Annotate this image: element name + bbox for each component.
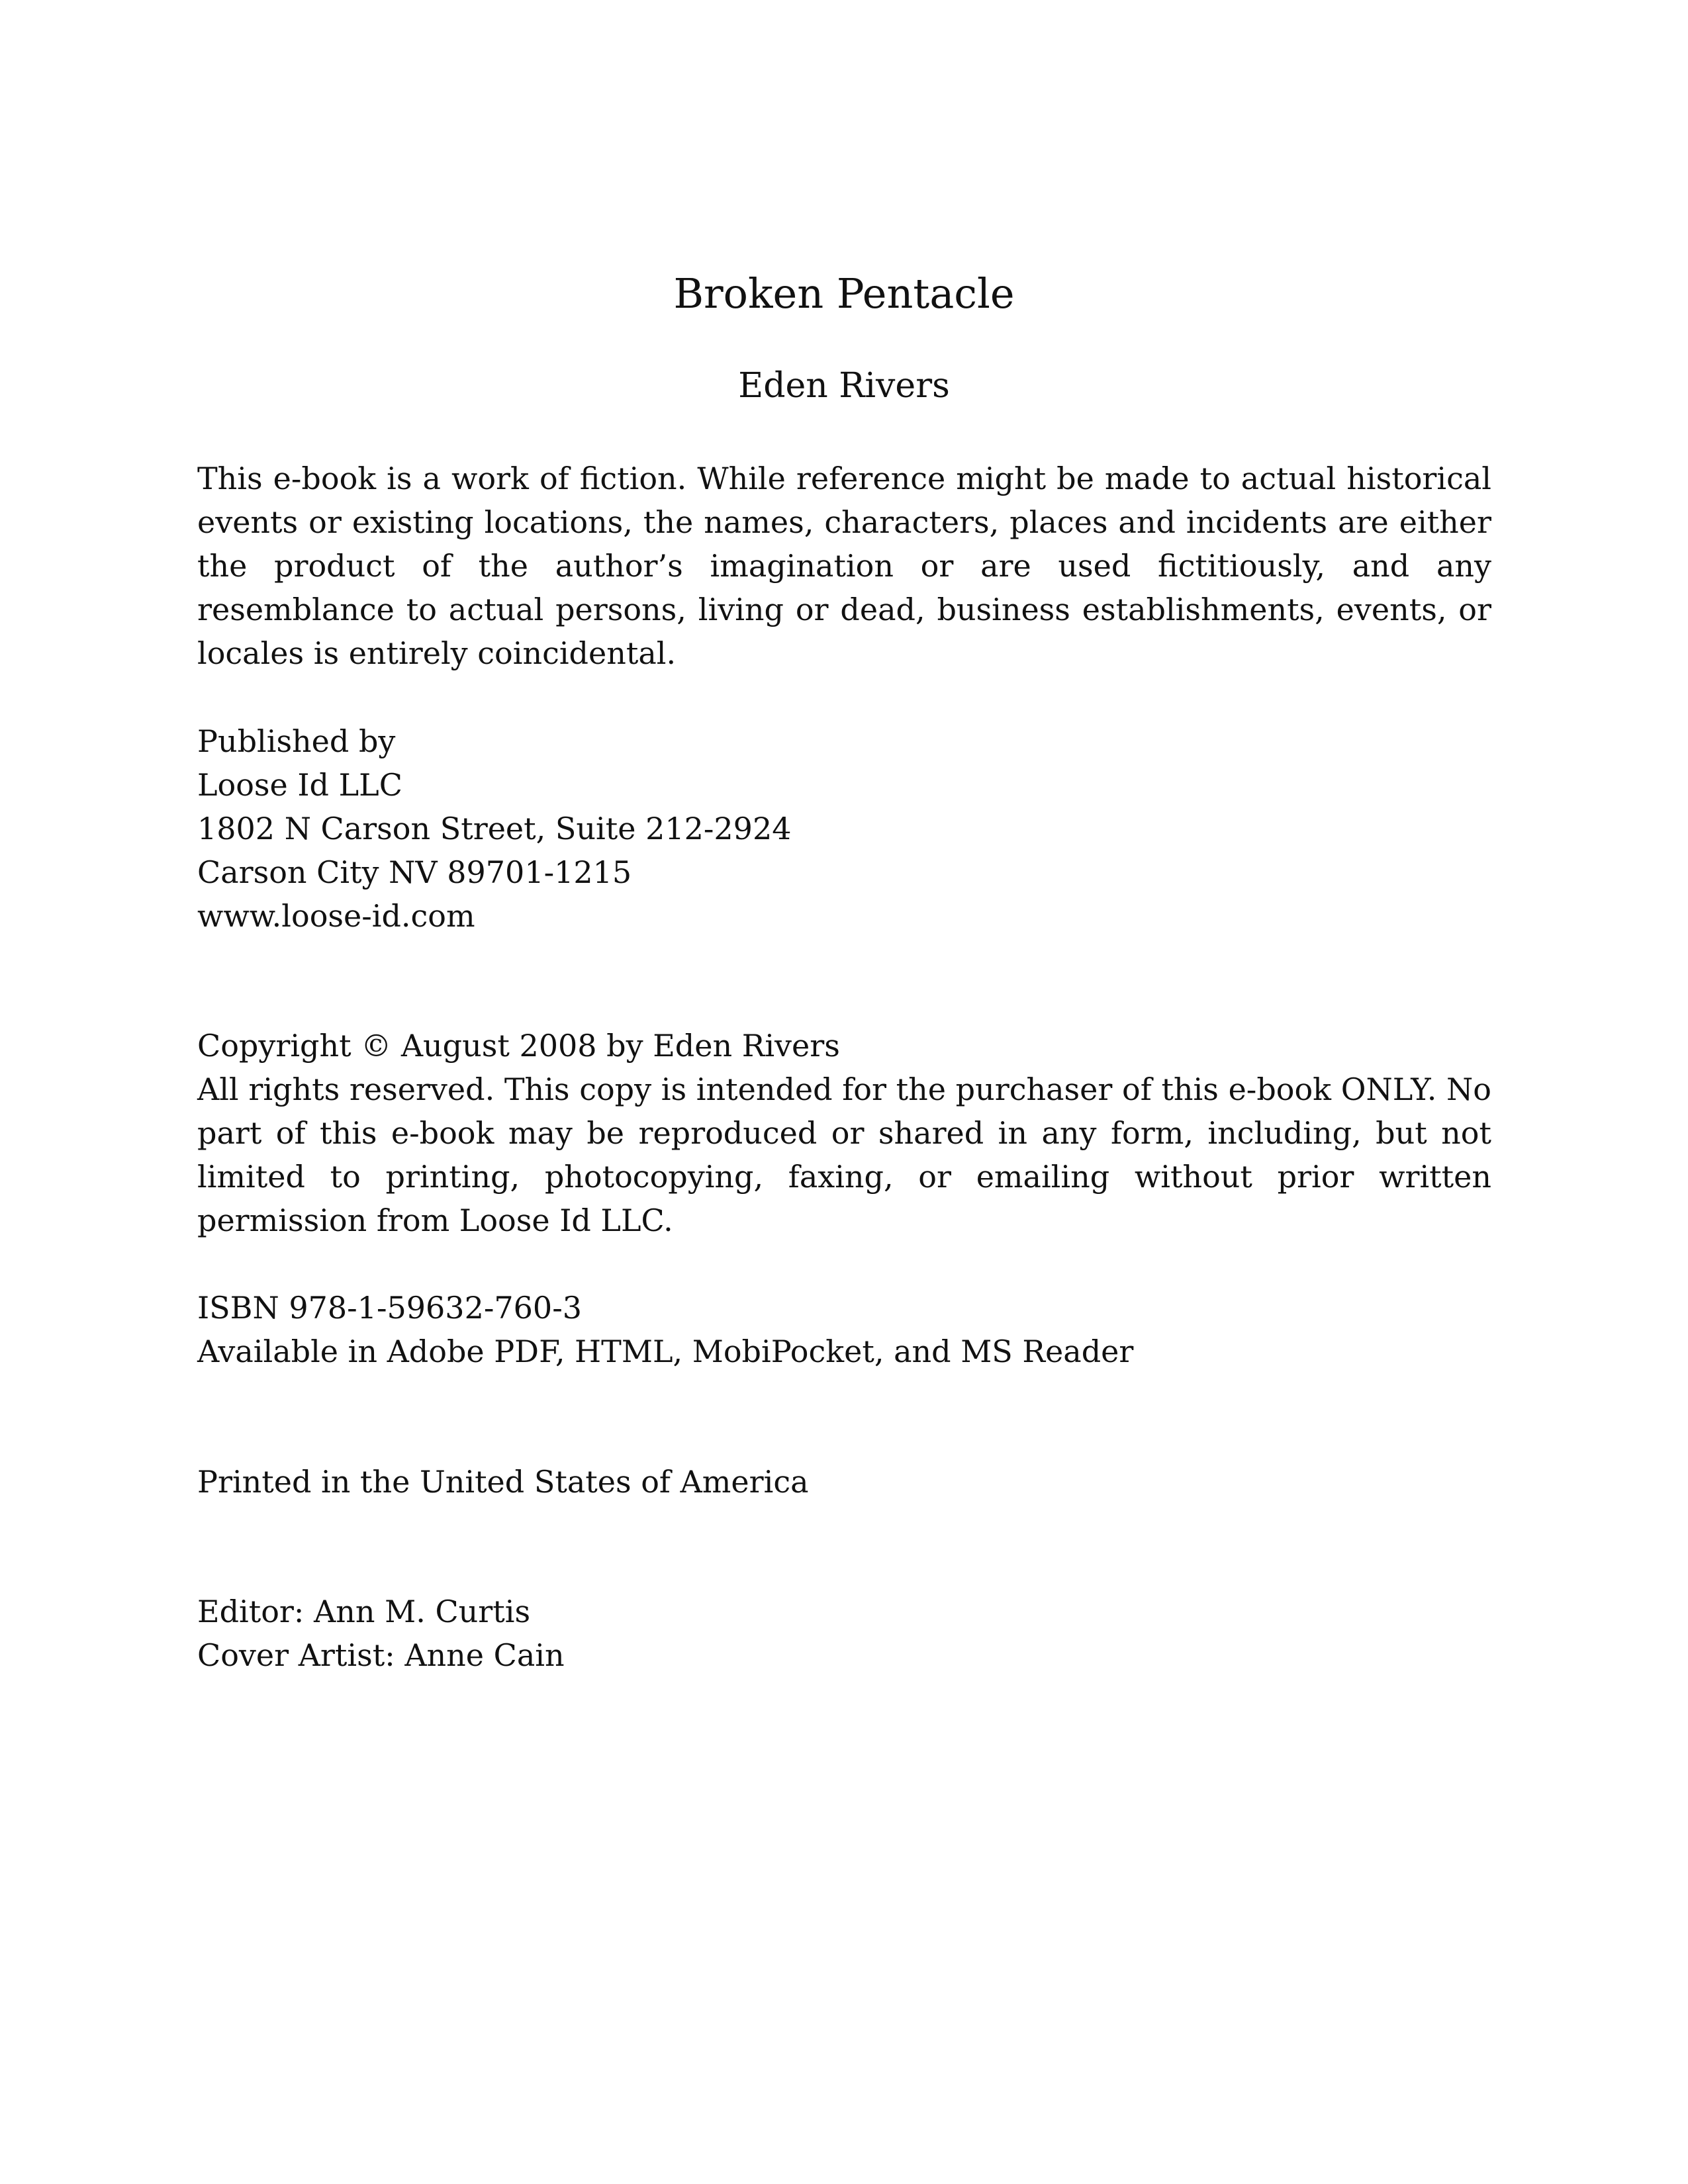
publisher-address-line2: Carson City NV 89701-1215 xyxy=(197,854,632,890)
rights-statement: All rights reserved. This copy is intended for the purchaser of this e-book ONLY. No part of this e-book may be reproduced or shared in any form, including, but not limited to printing, photocopying, faxing, or emailing without prior written permission from Loose Id LLC. xyxy=(197,1071,1491,1238)
published-by-label: Published by xyxy=(197,723,396,759)
credits-block xyxy=(197,1590,1491,1677)
available-formats: Available in Adobe PDF, HTML, MobiPocket, and MS Reader xyxy=(197,1334,1134,1369)
printed-in: Printed in the United States of America xyxy=(197,1464,809,1500)
publisher-block xyxy=(197,719,1491,938)
publisher-website: www.loose-id.com xyxy=(197,898,475,934)
isbn-number: ISBN 978-1-59632-760-3 xyxy=(197,1290,582,1326)
publisher-name: Loose Id LLC xyxy=(197,767,402,803)
fiction-disclaimer: This e-book is a work of fiction. While reference might be made to actual historical events or existing locations, the names, characters, places and incidents are either the product of the author’s imagination or are used fictitiously, and any resemblance to actual persons, living or dead, business establishments, events, or locales is entirely coincidental. xyxy=(197,461,1491,671)
book-author: Eden Rivers xyxy=(738,366,950,406)
cover-artist-credit: Cover Artist: Anne Cain xyxy=(197,1637,565,1673)
editor-credit: Editor: Ann M. Curtis xyxy=(197,1594,531,1629)
isbn-block xyxy=(197,1286,1491,1373)
copyright-block xyxy=(197,1024,1491,1242)
copyright-notice: Copyright © August 2008 by Eden Rivers xyxy=(197,1028,840,1064)
book-title: Broken Pentacle xyxy=(673,269,1015,318)
publisher-address-line1: 1802 N Carson Street, Suite 212-2924 xyxy=(197,811,792,846)
printed-in-block xyxy=(197,1460,1491,1504)
